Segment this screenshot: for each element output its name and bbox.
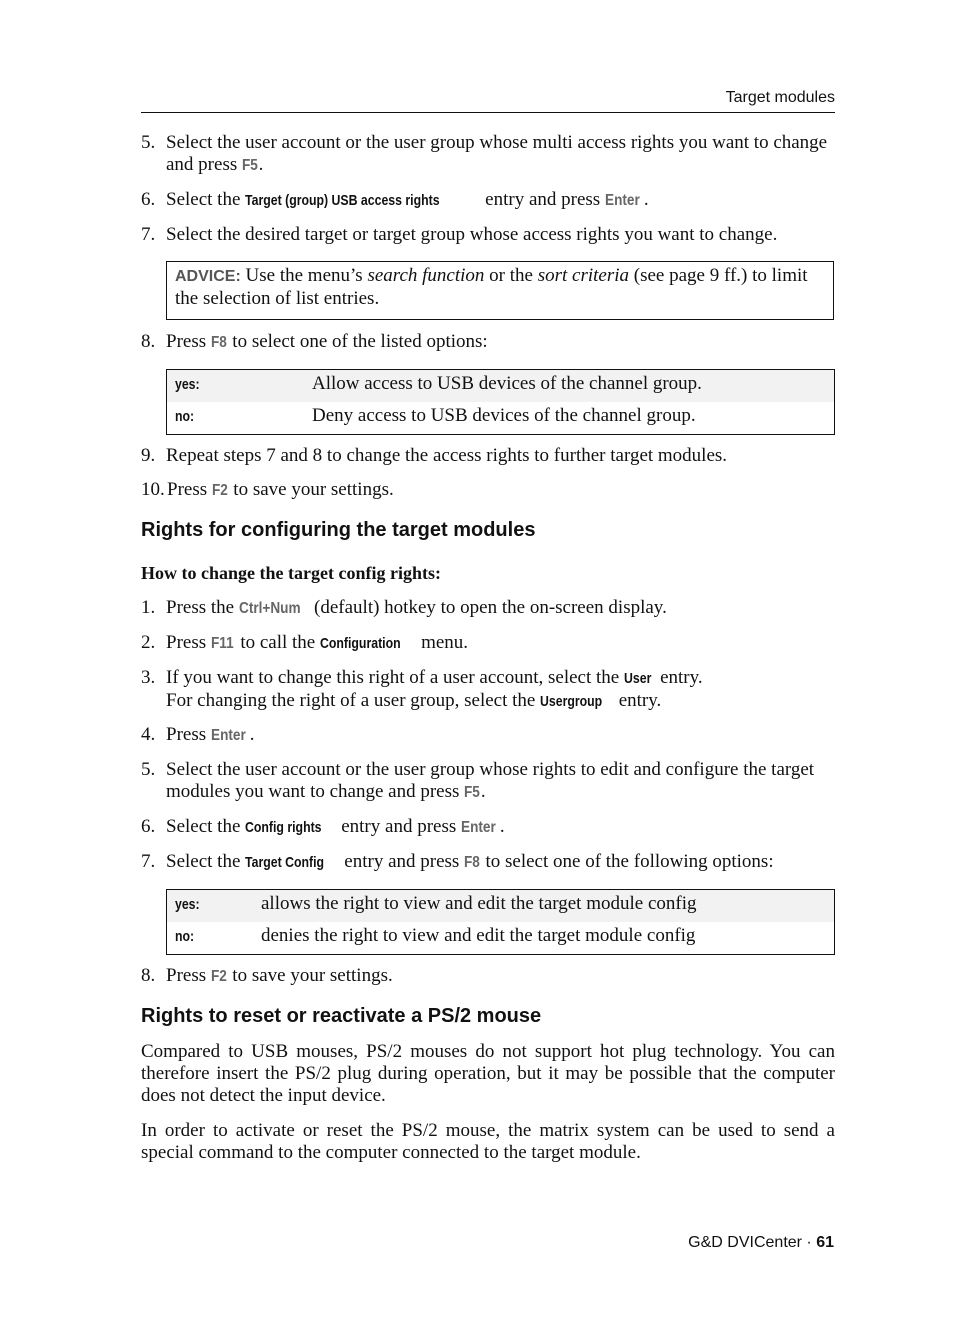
list-item (141, 759, 835, 804)
list-item (141, 632, 835, 655)
body-paragraph: Compared to USB mouses, PS/2 mouses do not support hot plug technology. You can therefore insert the PS/2 plug during operation, but it may be possible that the computer does not detect the input device. (141, 1041, 835, 1106)
key-name: Ctrl+Num (238, 600, 301, 617)
list-text: Press (166, 965, 211, 986)
list-text: Press (166, 331, 211, 352)
list-number: 3. (141, 667, 156, 688)
advice-text (175, 265, 827, 310)
list-text: Select the user account or the user group whose multi access rights you want to change and press (166, 132, 828, 175)
subheading: How to change the target config rights: (141, 563, 441, 583)
table-row (167, 890, 834, 922)
key-name: F11 (210, 635, 234, 652)
list-number: 8. (141, 965, 156, 986)
usb-options-table (166, 369, 835, 435)
key-name: F5 (241, 157, 258, 174)
menu-entry-name: Target Config (245, 854, 325, 871)
option-value: Deny access to USB devices of the channel group. (312, 405, 696, 426)
list-item (141, 597, 835, 620)
advice-italic: sort criteria (537, 265, 630, 286)
header-rule (141, 112, 835, 113)
list-item (141, 965, 835, 988)
footer-product: G&D DVICenter · (688, 1234, 817, 1251)
section-heading: Rights to reset or reactivate a PS/2 mouse (141, 1005, 542, 1027)
advice-part: or the (484, 265, 538, 286)
list-text: menu. (416, 632, 469, 653)
list-text: . (643, 189, 649, 210)
section-heading: Rights for configuring the target modules (141, 519, 536, 541)
list-text: entry and press (336, 816, 461, 837)
list-number: 6. (141, 816, 156, 837)
list-text: Press the (166, 597, 239, 618)
list-text: Repeat steps 7 and 8 to change the access rights to further target modules. (166, 445, 728, 466)
list-item (141, 851, 835, 874)
list-number: 10. (141, 479, 165, 500)
option-value: allows the right to view and edit the target module config (261, 893, 697, 914)
list-text: entry and press (339, 851, 465, 872)
table-row (167, 922, 834, 954)
list-text: For changing the right of a user group, select the (166, 690, 541, 711)
menu-entry-name: Usergroup (540, 693, 603, 710)
list-item (141, 331, 835, 354)
key-name: Enter (604, 192, 640, 209)
table-row (167, 402, 834, 434)
running-header: Target modules (725, 89, 835, 106)
list-number: 5. (141, 132, 156, 153)
advice-part: Use the menu’s (240, 265, 368, 286)
list-item (141, 189, 835, 212)
list-number: 4. (141, 724, 156, 745)
advice-label: ADVICE: (175, 268, 241, 285)
page-footer (688, 1234, 834, 1252)
body-paragraph: In order to activate or reset the PS/2 mouse, the matrix system can be used to send a special command to the computer connected to the target module. (141, 1120, 835, 1163)
list-item (141, 479, 835, 502)
list-item (141, 132, 835, 177)
menu-entry-name: Configuration (319, 635, 401, 652)
list-text: Press (167, 479, 212, 500)
list-item (141, 724, 835, 747)
list-text: Press (166, 632, 211, 653)
menu-entry-name: User (623, 670, 652, 687)
list-text: to save your settings. (227, 965, 393, 986)
list-text: Select the user account or the user group whose rights to edit and configure the target modules you want to change and press (166, 759, 815, 802)
option-key: yes: (175, 896, 200, 913)
list-item (141, 816, 835, 839)
list-text: entry. (655, 667, 703, 688)
advice-part: (see page 9 ff.) to limit the selection of list entries. (175, 265, 808, 309)
list-text: . (480, 781, 486, 802)
config-options-table (166, 889, 835, 955)
list-text: to save your settings. (228, 479, 394, 500)
key-name: F2 (211, 482, 228, 499)
menu-entry-name: Config rights (245, 819, 322, 836)
advice-box (166, 261, 834, 320)
page-number: 61 (816, 1234, 834, 1251)
key-name: F8 (210, 334, 227, 351)
table-row (167, 370, 834, 402)
list-number: 2. (141, 632, 156, 653)
option-key: no: (175, 928, 195, 945)
list-text: (default) hotkey to open the on-screen display. (309, 597, 667, 618)
list-text: to select one of the listed options: (227, 331, 488, 352)
option-value: denies the right to view and edit the target module config (261, 925, 696, 946)
option-value: Allow access to USB devices of the channel group. (312, 373, 702, 394)
key-name: F2 (210, 968, 227, 985)
list-text: Select the (166, 851, 246, 872)
list-number: 6. (141, 189, 156, 210)
list-text: entry and press (480, 189, 605, 210)
list-text: Select the desired target or target group whose access rights you want to change. (166, 224, 778, 245)
option-key: yes: (175, 376, 200, 393)
list-text: to select one of the following options: (480, 851, 774, 872)
list-number: 5. (141, 759, 156, 780)
list-number: 7. (141, 851, 156, 872)
menu-entry-name: Target (group) USB access rights (245, 192, 440, 209)
list-item (141, 445, 835, 467)
key-name: F8 (464, 854, 480, 871)
list-number: 8. (141, 331, 156, 352)
list-number: 7. (141, 224, 156, 245)
list-text: to call the (235, 632, 320, 653)
advice-italic: search function (367, 265, 485, 286)
list-item (141, 667, 835, 713)
key-name: Enter (210, 727, 246, 744)
list-text: entry. (613, 690, 662, 711)
list-text: Select the (166, 816, 246, 837)
list-text: Press (166, 724, 211, 745)
list-number: 1. (141, 597, 156, 618)
key-name: F5 (464, 784, 481, 801)
list-text: . (249, 724, 255, 745)
list-text: . (258, 154, 264, 175)
key-name: Enter (461, 819, 496, 836)
list-text: . (499, 816, 505, 837)
list-number: 9. (141, 445, 156, 466)
option-key: no: (175, 408, 195, 425)
list-text: If you want to change this right of a user account, select the (166, 667, 624, 688)
list-item (141, 224, 835, 246)
list-text: Select the (166, 189, 246, 210)
